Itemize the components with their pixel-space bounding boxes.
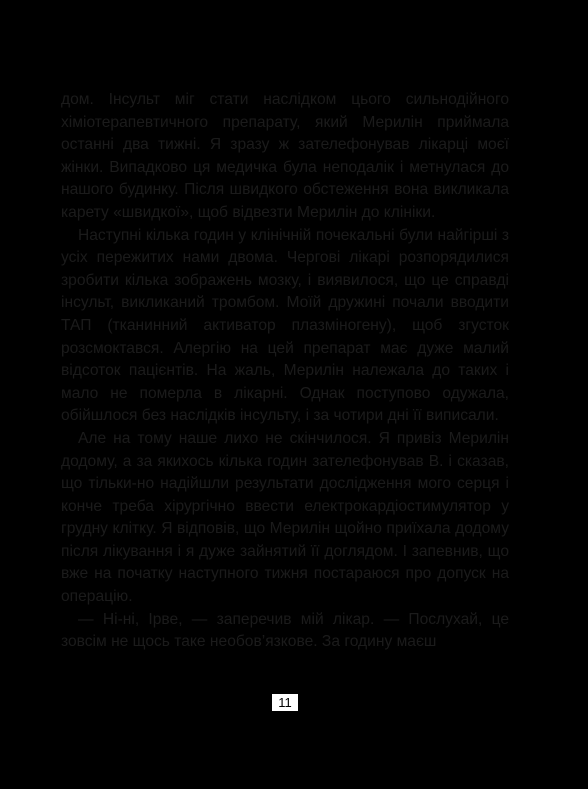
page-number: 11 [272, 694, 298, 711]
body-text [61, 89, 509, 654]
paragraph: Наступні кілька годин у клінічній почекальні були найгірші з усіх пережитих нами двома. Чергові лікарі розпорядилися зробити кілька зображень мозку, і виявилося, що це справді інсульт, викликаний тромбом. Моїй дружині почали вводити ТАП (тканинний активатор плазміногену), щоб згусток розсмоктався. Алергію на цей препарат має дуже малий відсоток пацієнтів. На жаль, Мерилін належала до таких і мало не померла в лікарні. Однак поступово одужала, обійшлося без наслідків інсульту, і за чотири дні її виписали. [61, 226, 509, 425]
paragraph-continuation: дом. Інсульт міг стати наслідком цього сильнодійного хіміотерапевтичного препарату, який Мерилін приймала останні два тижні. Я зразу ж зателефонував лікарці моєї жінки. Випадково ця медичка була неподалік і метнулася до нашого будинку. Після швидкого обстеження вона викликала карету «швидкої», щоб відвезти Мерилін до клініки. [61, 91, 509, 221]
paragraph-dialogue: — Ні-ні, Ірве, — заперечив мій лікар. — Послухай, це зовсім не щось таке необов’язкове. За годину маєш [61, 610, 509, 651]
paragraph: Але на тому наше лихо не скінчилося. Я привіз Мерилін додому, а за якихось кілька годин зателефонував В. і сказав, що тільки-но надійшли результати дослідження мого серця і конче треба хірургічно ввести електрокардіостимулятор у грудну клітку. Я відповів, що Мерилін щойно приїхала додому після лікування і я дуже зайнятий її доглядом. І запевнив, що вже на початку наступного тижня постараюся про допуск на операцію. [61, 429, 509, 606]
